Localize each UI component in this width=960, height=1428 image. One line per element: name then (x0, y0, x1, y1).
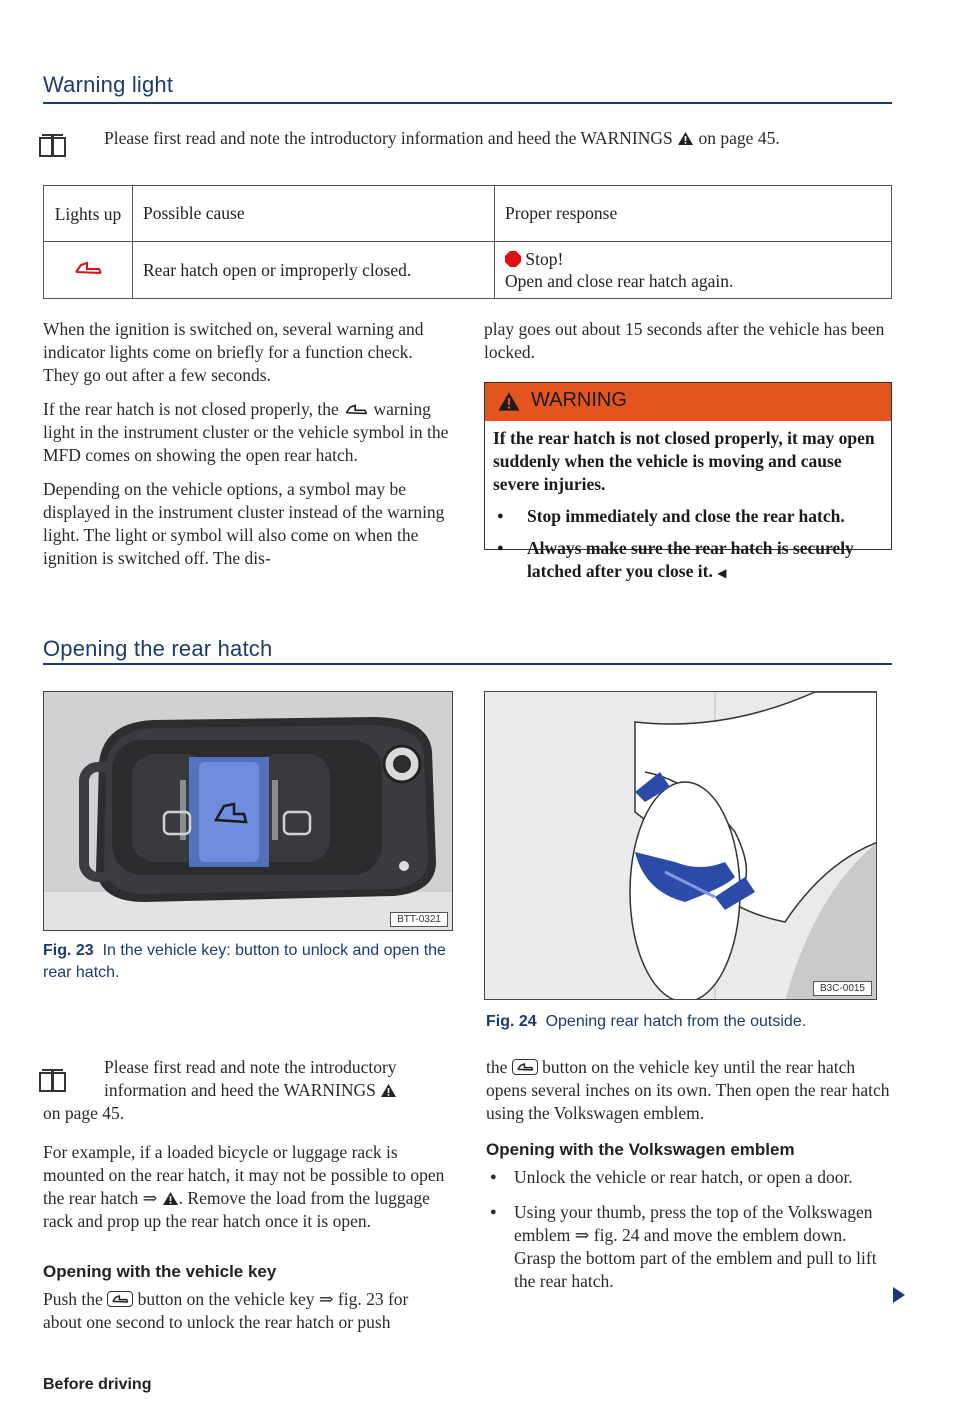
emblem-opening-illustration (485, 692, 877, 1000)
figure-number: Fig. 23 (43, 942, 94, 959)
response-title: Stop! (525, 249, 564, 269)
figure-24-caption (486, 1011, 886, 1033)
warning-triangle-icon (677, 131, 694, 146)
stop-icon (505, 251, 521, 267)
figure-code: B3C-0015 (813, 981, 872, 996)
intro-text: Please first read and note the introductory information and heed the WARNINGS (104, 128, 673, 148)
warning-triangle-icon (162, 1191, 179, 1206)
rear-hatch-inline-icon (343, 403, 369, 416)
table-row-icon-cell (44, 242, 133, 299)
section-title-warning-light: Warning light (43, 72, 174, 97)
section-title-opening: Opening the rear hatch (43, 636, 273, 661)
list-item-a: Using your thumb, press the top of the Volkswagen emblem (514, 1202, 873, 1245)
warning-triangle-icon (380, 1083, 397, 1098)
intro-2-text: Please first read and note the introductory information and heed the WARNINGS (104, 1057, 397, 1100)
intro-page-ref[interactable]: on page 45. (698, 128, 780, 148)
paragraph-push-a: Push the (43, 1289, 103, 1309)
paragraph-rear-hatch-a: If the rear hatch is not closed properly, the (43, 399, 339, 419)
paragraph-hatch-a: the (486, 1057, 508, 1077)
section-rule (43, 663, 892, 665)
figure-caption-text: Opening rear hatch from the outside. (545, 1013, 807, 1030)
warning-body (485, 421, 891, 585)
vehicle-key-illustration (44, 692, 453, 931)
figure-23-link[interactable]: fig. 23 (337, 1289, 384, 1309)
warning-bullet: ● Stop immediately and close the rear hatch. (493, 505, 883, 528)
warning-lead: If the rear hatch is not closed properly, it may open suddenly when the vehicle is moving and cause severe injuries. (493, 428, 875, 494)
right-column-para: play goes out about 15 seconds after the vehicle has been locked. (484, 319, 885, 362)
list-item (486, 1201, 891, 1293)
paragraph-push-button (43, 1288, 450, 1334)
paragraph-hatch-b: button on the vehicle key until the rear hatch opens several inches on its own. Then open the rear hatch using the Volkswagen emblem. (486, 1057, 890, 1123)
footer-section-name: Before driving (43, 1376, 152, 1393)
header-proper-response: Proper response (495, 186, 892, 242)
paragraph-rear-hatch-b: warning light in the instrument cluster or the vehicle symbol in the MFD comes on showing the open rear hatch. (43, 399, 449, 465)
figure-24-link[interactable]: fig. 24 (593, 1225, 640, 1245)
list-item: ● Unlock the vehicle or rear hatch, or open a door. (486, 1166, 891, 1189)
paragraph-options: Depending on the vehicle options, a symbol may be displayed in the instrument cluster instead of the warning light. The light or symbol will also come on when the ignition is switched off. The dis- (43, 479, 445, 568)
paragraph-hatch-opens (486, 1056, 891, 1125)
warning-triangle-icon (497, 391, 521, 412)
book-icon (38, 132, 68, 158)
continue-arrow-icon (893, 1287, 905, 1303)
paragraph-luggage (43, 1141, 450, 1233)
ref-arrow-icon: ⇒ (318, 1289, 334, 1309)
section-rule (43, 102, 892, 104)
subheading-vw-emblem: Opening with the Volkswagen emblem (486, 1140, 795, 1159)
paragraph-push-c: for about one second to unlock the rear hatch or push (43, 1289, 409, 1332)
paragraph-ignition: When the ignition is switched on, several warning and indicator lights come on briefly for a function check. They go out after a few seconds. (43, 319, 424, 385)
paragraph-rear-hatch (43, 398, 450, 467)
intro-2 (104, 1056, 450, 1102)
figure-number: Fig. 24 (486, 1013, 537, 1030)
table-response-cell (495, 242, 892, 299)
emblem-steps (486, 1166, 891, 1293)
ref-arrow-icon: ⇒ (142, 1188, 158, 1208)
table-cause: Rear hatch open or improperly closed. (133, 242, 495, 299)
warning-label: WARNING (531, 389, 627, 411)
warning-bullet (493, 537, 883, 585)
header-possible-cause: Possible cause (133, 186, 495, 242)
warning-bullet-text: Always make sure the rear hatch is securely latched after you close it. (527, 538, 854, 581)
book-icon (38, 1067, 68, 1093)
list-item-b: and move the emblem down. Grasp the bottom part of the emblem and pull to lift the rear hatch. (514, 1225, 877, 1291)
left-column (43, 318, 450, 570)
paragraph-push-b: button on the vehicle key (137, 1289, 315, 1309)
ref-arrow-icon: ⇒ (574, 1225, 590, 1245)
intro-2-page-ref[interactable]: on page 45. (43, 1103, 125, 1123)
paragraph-luggage-b: . Remove the load from the luggage rack and prop up the rear hatch once it is open. (43, 1188, 430, 1231)
paragraph-luggage-a: For example, if a loaded bicycle or luggage rack is mounted on the rear hatch, it may not be possible to open the rear hatch (43, 1142, 445, 1208)
figure-23-caption (43, 940, 453, 984)
warning-header (485, 383, 891, 421)
rear-hatch-button-icon (107, 1291, 133, 1307)
figure-caption-text: In the vehicle key: button to unlock and open the rear hatch. (43, 942, 446, 981)
end-marker-icon: ◀ (717, 566, 727, 580)
warning-box (484, 382, 892, 581)
header-lights-up: Lights up (44, 186, 133, 242)
figure-code: BTT-0321 (390, 912, 448, 927)
rear-hatch-button-icon (512, 1059, 538, 1075)
subheading-vehicle-key: Opening with the vehicle key (43, 1262, 277, 1281)
intro-line (104, 127, 894, 150)
response-text: Open and close rear hatch again. (505, 271, 734, 291)
figure-23-image (43, 691, 453, 931)
figure-24-image (484, 691, 877, 1000)
rear-hatch-icon (73, 260, 103, 276)
warning-light-table (43, 185, 892, 299)
